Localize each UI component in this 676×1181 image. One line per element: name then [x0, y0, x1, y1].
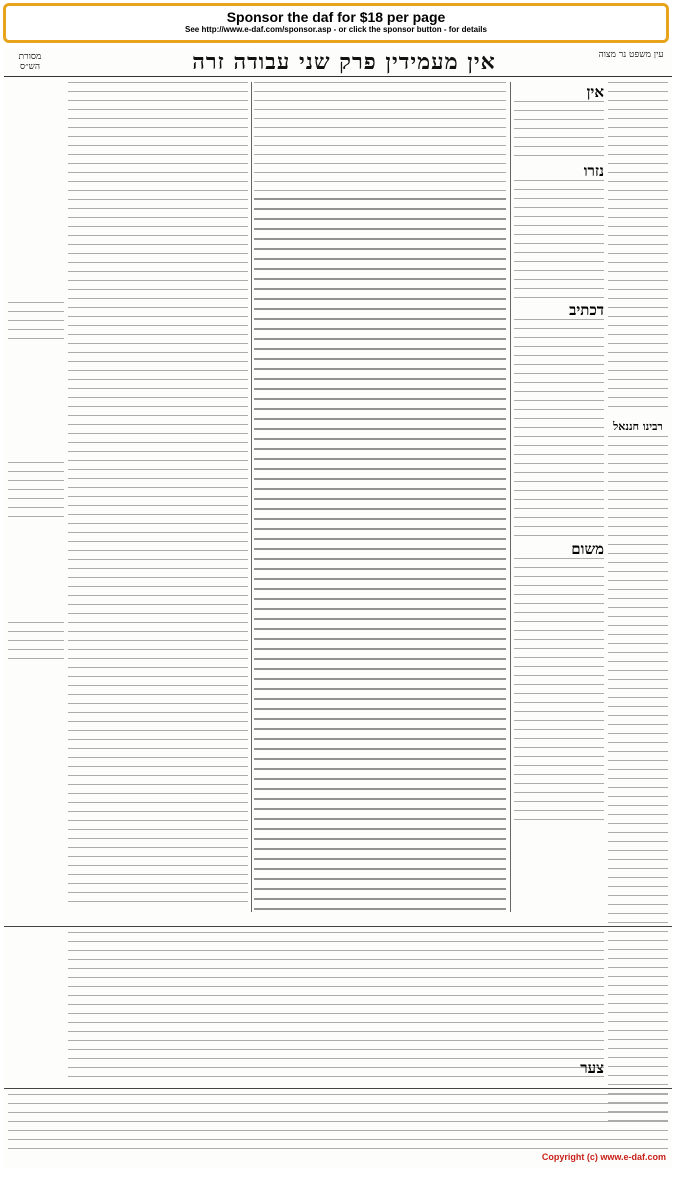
rabbeinu-chananel-column	[608, 420, 668, 1140]
sponsor-banner[interactable]	[3, 3, 669, 43]
masoret-note-block	[8, 462, 64, 522]
notes-rule	[4, 1088, 672, 1089]
column-divider	[510, 82, 511, 912]
rashi-dibur-hamatchil: אין	[586, 83, 604, 101]
column-divider	[251, 82, 252, 912]
tzaar-dibur-block	[544, 1058, 604, 1078]
copyright-notice[interactable]: Copyright (c) www.e-daf.com	[541, 1152, 666, 1162]
daf-page	[4, 48, 672, 1168]
page-header	[4, 48, 672, 77]
rashi-dibur-gazru: נזרו	[583, 162, 604, 180]
masoret-hashas-label: מסורת הש״ס	[18, 52, 42, 72]
gemara-main-text	[254, 198, 506, 918]
rashi-column	[514, 82, 604, 912]
dibur-tzaar: צער	[580, 1059, 604, 1077]
tosafot-column	[68, 82, 248, 902]
gemara-top-block	[254, 82, 506, 192]
rashi-dibur-dichtiv: דכתיב	[569, 301, 604, 319]
tosafot-text	[68, 82, 248, 902]
rashi-dibur-mishum: משום	[571, 540, 604, 558]
sponsor-subtitle[interactable]: See http://www.e-daf.com/sponsor.asp - or click the sponsor button - for details	[185, 25, 487, 34]
running-head: אין מעמידין פרק שני עבודה זרה	[192, 49, 496, 75]
masoret-note-block	[8, 622, 64, 662]
ein-mishpat-column	[608, 82, 668, 412]
gemara-column	[254, 82, 506, 922]
ein-mishpat-label: עין משפט נר מצוה	[598, 50, 664, 60]
bottom-commentary	[68, 932, 604, 1082]
sponsor-title: Sponsor the daf for $18 per page	[226, 9, 446, 25]
bottom-rule	[4, 926, 672, 927]
glosses-footer	[8, 1094, 668, 1150]
masoret-hashas-column	[8, 82, 64, 942]
rabbeinu-chananel-title: רבינו חננאל	[613, 420, 663, 433]
masoret-note-block	[8, 302, 64, 342]
